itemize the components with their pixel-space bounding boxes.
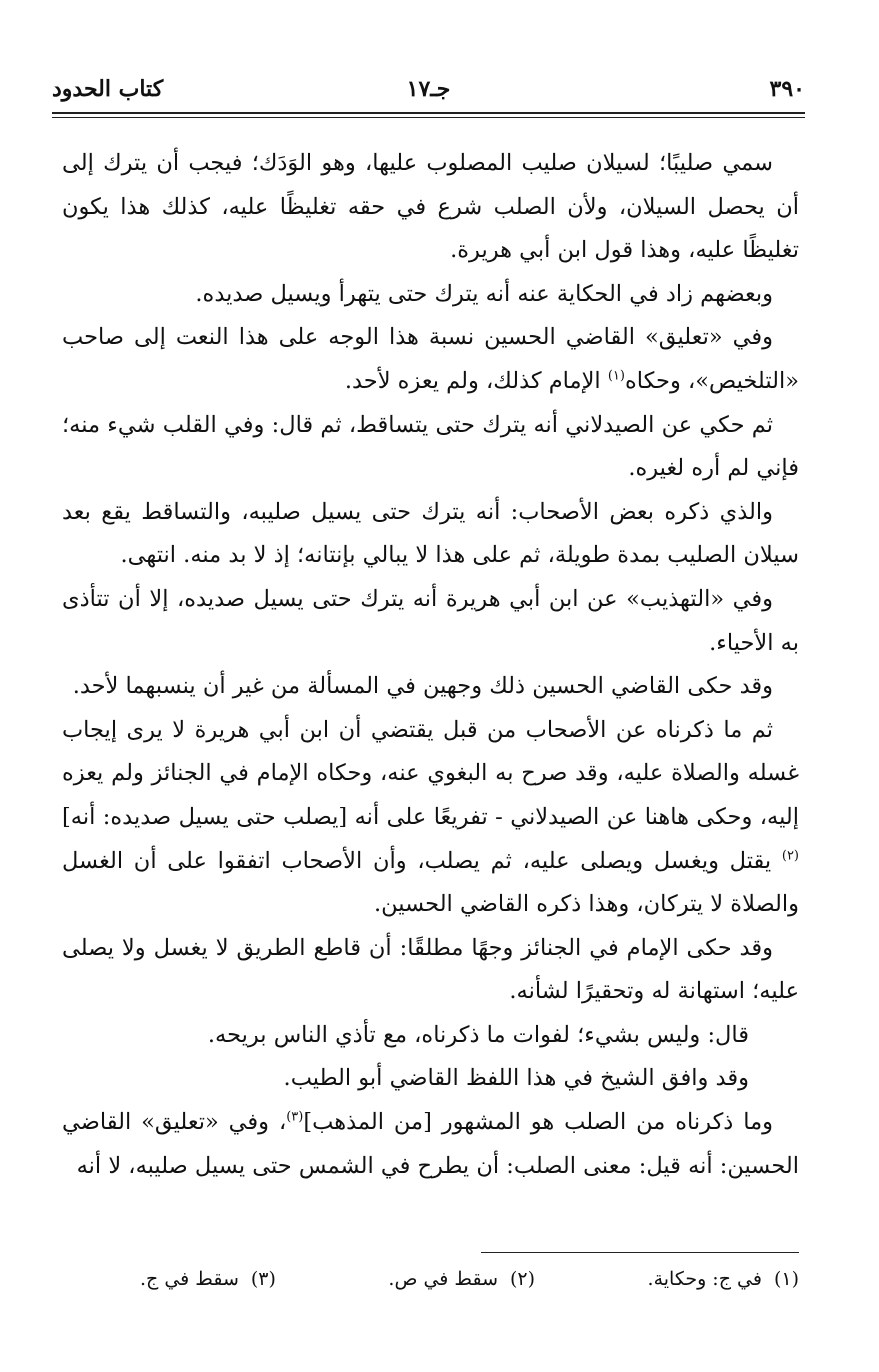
- paragraph: والذي ذكره بعض الأصحاب: أنه يترك حتى يسيل صليبه، والتساقط يقع بعد سيلان الصليب بمدة طويلة، ثم على هذا لا يبالي بإنتانه؛ إذ لا بد منه. انتهى.: [62, 498, 799, 569]
- volume-label: جـ١٧: [406, 76, 451, 102]
- paragraph: وقد وافق الشيخ في هذا اللفظ القاضي أبو الطيب.: [283, 1065, 749, 1092]
- main-text: [62, 142, 799, 1188]
- paragraph: وقد حكى القاضي الحسين ذلك وجهين في المسألة من غير أن ينسبهما لأحد.: [72, 673, 773, 700]
- footnote-ref: (٣): [286, 1109, 304, 1125]
- footnote: (٢)سقط في ص.: [388, 1268, 536, 1290]
- header-rule-thick: [52, 112, 805, 114]
- page-header: [52, 72, 805, 106]
- paragraph: وفي «تعليق» القاضي الحسين نسبة هذا الوجه على هذا النعت إلى صاحب «التلخيص»، وحكاه$^{(١)}$ الإمام كذلك، ولم يعزه لأحد.: [62, 324, 799, 394]
- paragraph: وقد حكى الإمام في الجنائز وجهًا مطلقًا: أن قاطع الطريق لا يغسل ولا يصلى عليه؛ استهانة له وتحقيرًا لشأنه.: [62, 934, 799, 1005]
- book-title: كتاب الحدود: [52, 76, 164, 102]
- footnote: (١)في ج: وحكاية.: [647, 1268, 799, 1290]
- footnotes: [140, 1266, 799, 1292]
- footnote-ref: (٢): [781, 848, 799, 863]
- paragraph: ثم ما ذكرناه عن الأصحاب من قبل يقتضي أن ابن أبي هريرة لا يرى إيجاب غسله والصلاة عليه، وقد صرح به البغوي عنه، وحكاه الإمام في الجنائز ولم يعزه إليه، وحكى هاهنا عن الصيدلاني - تفريعًا على أنه [يصلب حتى يسيل صديده: أنه]$^{(٢)}$ يقتل ويغسل ويصلى عليه، ثم يصلب، وأن الأصحاب اتفقوا على أن الغسل والصلاة لا يتركان، وهذا ذكره القاضي الحسين.: [62, 716, 799, 918]
- footnote: (٣)سقط في ج.: [140, 1268, 276, 1290]
- footnote-separator: [481, 1252, 799, 1253]
- paragraph: ثم حكي عن الصيدلاني أنه يترك حتى يتساقط، ثم قال: وفي القلب شيء منه؛ فإني لم أره لغيره.: [62, 411, 799, 482]
- paragraph: وما ذكرناه من الصلب هو المشهور [من المذهب]$^{(٣)}$، وفي «تعليق» القاضي الحسين: أنه قيل: معنى الصلب: أن يطرح في الشمس حتى يسيل صليبه، لا أنه: [62, 1109, 799, 1179]
- paragraph: وفي «التهذيب» عن ابن أبي هريرة أنه يترك حتى يسيل صديده، إلا أن تتأذى به الأحياء.: [62, 585, 799, 656]
- header-rule-thin: [52, 117, 805, 118]
- paragraph: سمي صليبًا؛ لسيلان صليب المصلوب عليها، وهو الوَدَك؛ فيجب أن يترك إلى أن يحصل السيلان، ولأن الصلب شرع في حقه تغليظًا عليه، كذلك هذا يكون تغليظًا عليه، وهذا قول ابن أبي هريرة.: [62, 150, 799, 264]
- paragraph: قال: وليس بشيء؛ لفوات ما ذكرناه، مع تأذي الناس بريحه.: [207, 1021, 749, 1048]
- paragraph: وبعضهم زاد في الحكاية عنه أنه يترك حتى يتهرأ ويسيل صديده.: [195, 280, 773, 307]
- footnote-ref: (١): [607, 368, 625, 384]
- page-number: ٣٩٠: [769, 76, 805, 102]
